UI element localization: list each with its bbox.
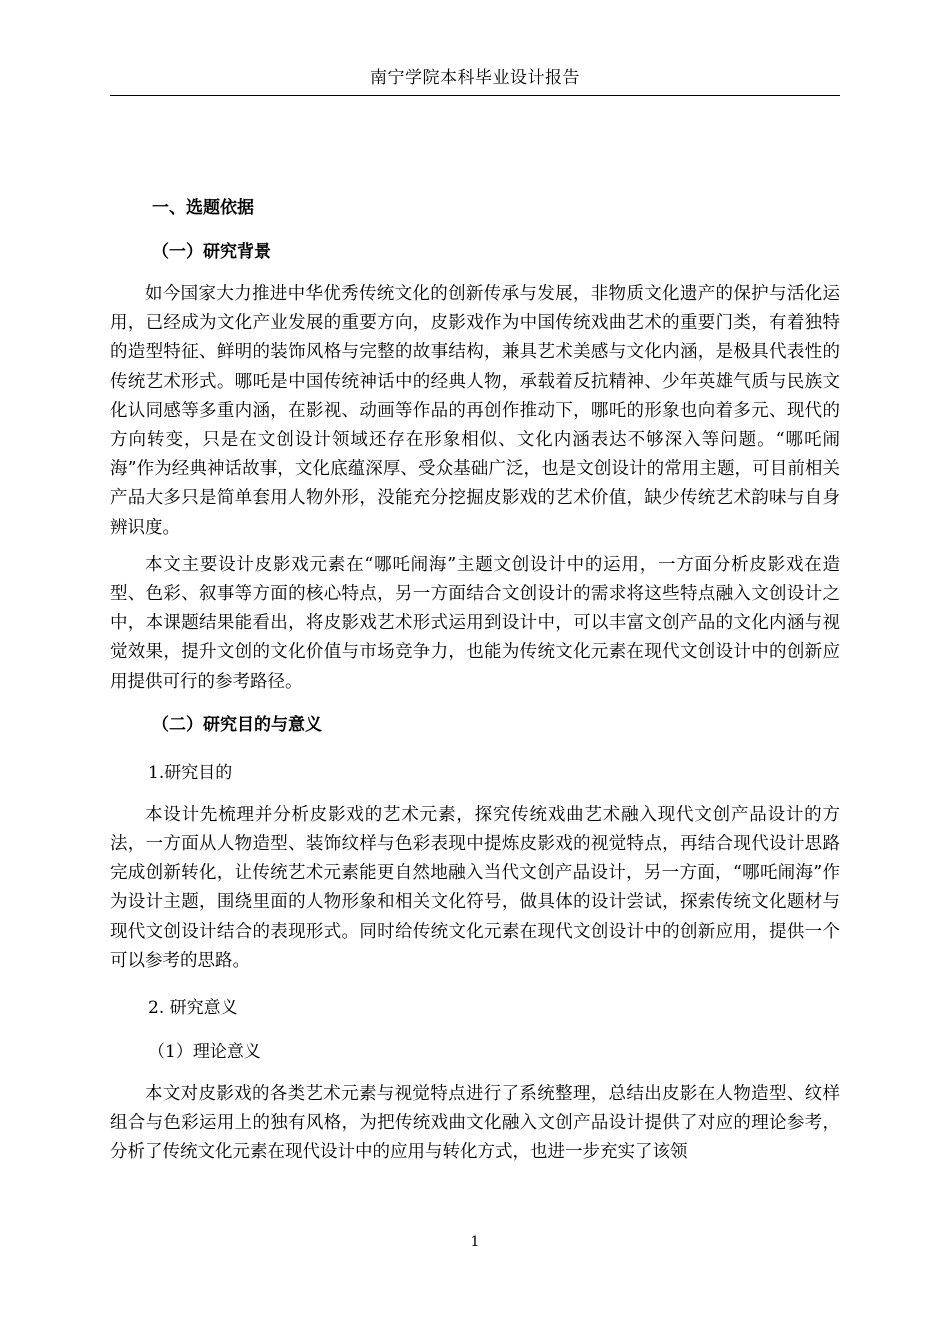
- document-body: [110, 188, 840, 1176]
- section-heading-topic-basis: 一、选题依据: [152, 198, 254, 218]
- subsection-heading-purpose-significance: （二）研究目的与意义: [152, 714, 322, 735]
- header-divider: [110, 95, 840, 96]
- page-header: 南宁学院本科毕业设计报告: [370, 68, 580, 88]
- heading-research-significance: 2. 研究意义: [148, 998, 238, 1019]
- theory-paragraph: 本文对皮影戏的各类艺术元素与视觉特点进行了系统整理，总结出皮影在人物造型、纹样组合与色彩运用上的独有风格，为把传统戏曲文化融入文创产品设计提供了对应的理论参考，分析了传统文化元素在现代设计中的应用与转化方式，也进一步充实了该领: [110, 1084, 840, 1163]
- heading-theoretical-significance: （1）理论意义: [148, 1042, 261, 1063]
- page-number: 1: [470, 1234, 480, 1250]
- purpose-paragraph: 本设计先梳理并分析皮影戏的艺术元素，探究传统戏曲艺术融入现代文创产品设计的方法，一方面从人物造型、装饰纹样与色彩表现中提炼皮影戏的视觉特点，再结合现代设计思路完成创新转化，让传统艺术元素能更自然地融入当代文创产品设计，另一方面，“哪吒闹海”作为设计主题，围绕里面的人物形象和相关文化符号，做具体的设计尝试，探索传统文化题材与现代文创设计结合的表现形式。同时给传统文化元素在现代文创设计中的创新应用，提供一个可以参考的思路。: [110, 804, 840, 971]
- heading-research-purpose: 1.研究目的: [148, 762, 233, 783]
- subsection-heading-background: （一）研究背景: [152, 242, 271, 262]
- background-paragraph-1: 如今国家大力推进中华优秀传统文化的创新传承与发展，非物质文化遗产的保护与活化运用，已经成为文化产业发展的重要方向，皮影戏作为中国传统戏曲艺术的重要门类，有着独特的造型特征、鲜明的装饰风格与完整的故事结构，兼具艺术美感与文化内涵，是极具代表性的传统艺术形式。哪吒是中国传统神话中的经典人物，承载着反抗精神、少年英雄气质与民族文化认同感等多重内涵，在影视、动画等作品的再创作推动下，哪吒的形象也向着多元、现代的方向转变，只是在文创设计领域还存在形象相似、文化内涵表达不够深入等问题。“哪吒闹海”作为经典神话故事，文化底蕴深厚、受众基础广泛，也是文创设计的常用主题，可目前相关产品大多只是简单套用人物外形，没能充分挖掘皮影戏的艺术价值，缺少传统艺术韵味与自身辨识度。: [110, 284, 840, 538]
- background-paragraph-2: 本文主要设计皮影戏元素在“哪吒闹海”主题文创设计中的运用，一方面分析皮影戏在造型、色彩、叙事等方面的核心特点，另一方面结合文创设计的需求将这些特点融入文创设计之中，本课题结果能看出，将皮影戏艺术形式运用到设计中，可以丰富文创产品的文化内涵与视觉效果，提升文创的文化价值与市场竞争力，也能为传统文化元素在现代文创设计中的创新应用提供可行的参考路径。: [110, 554, 840, 692]
